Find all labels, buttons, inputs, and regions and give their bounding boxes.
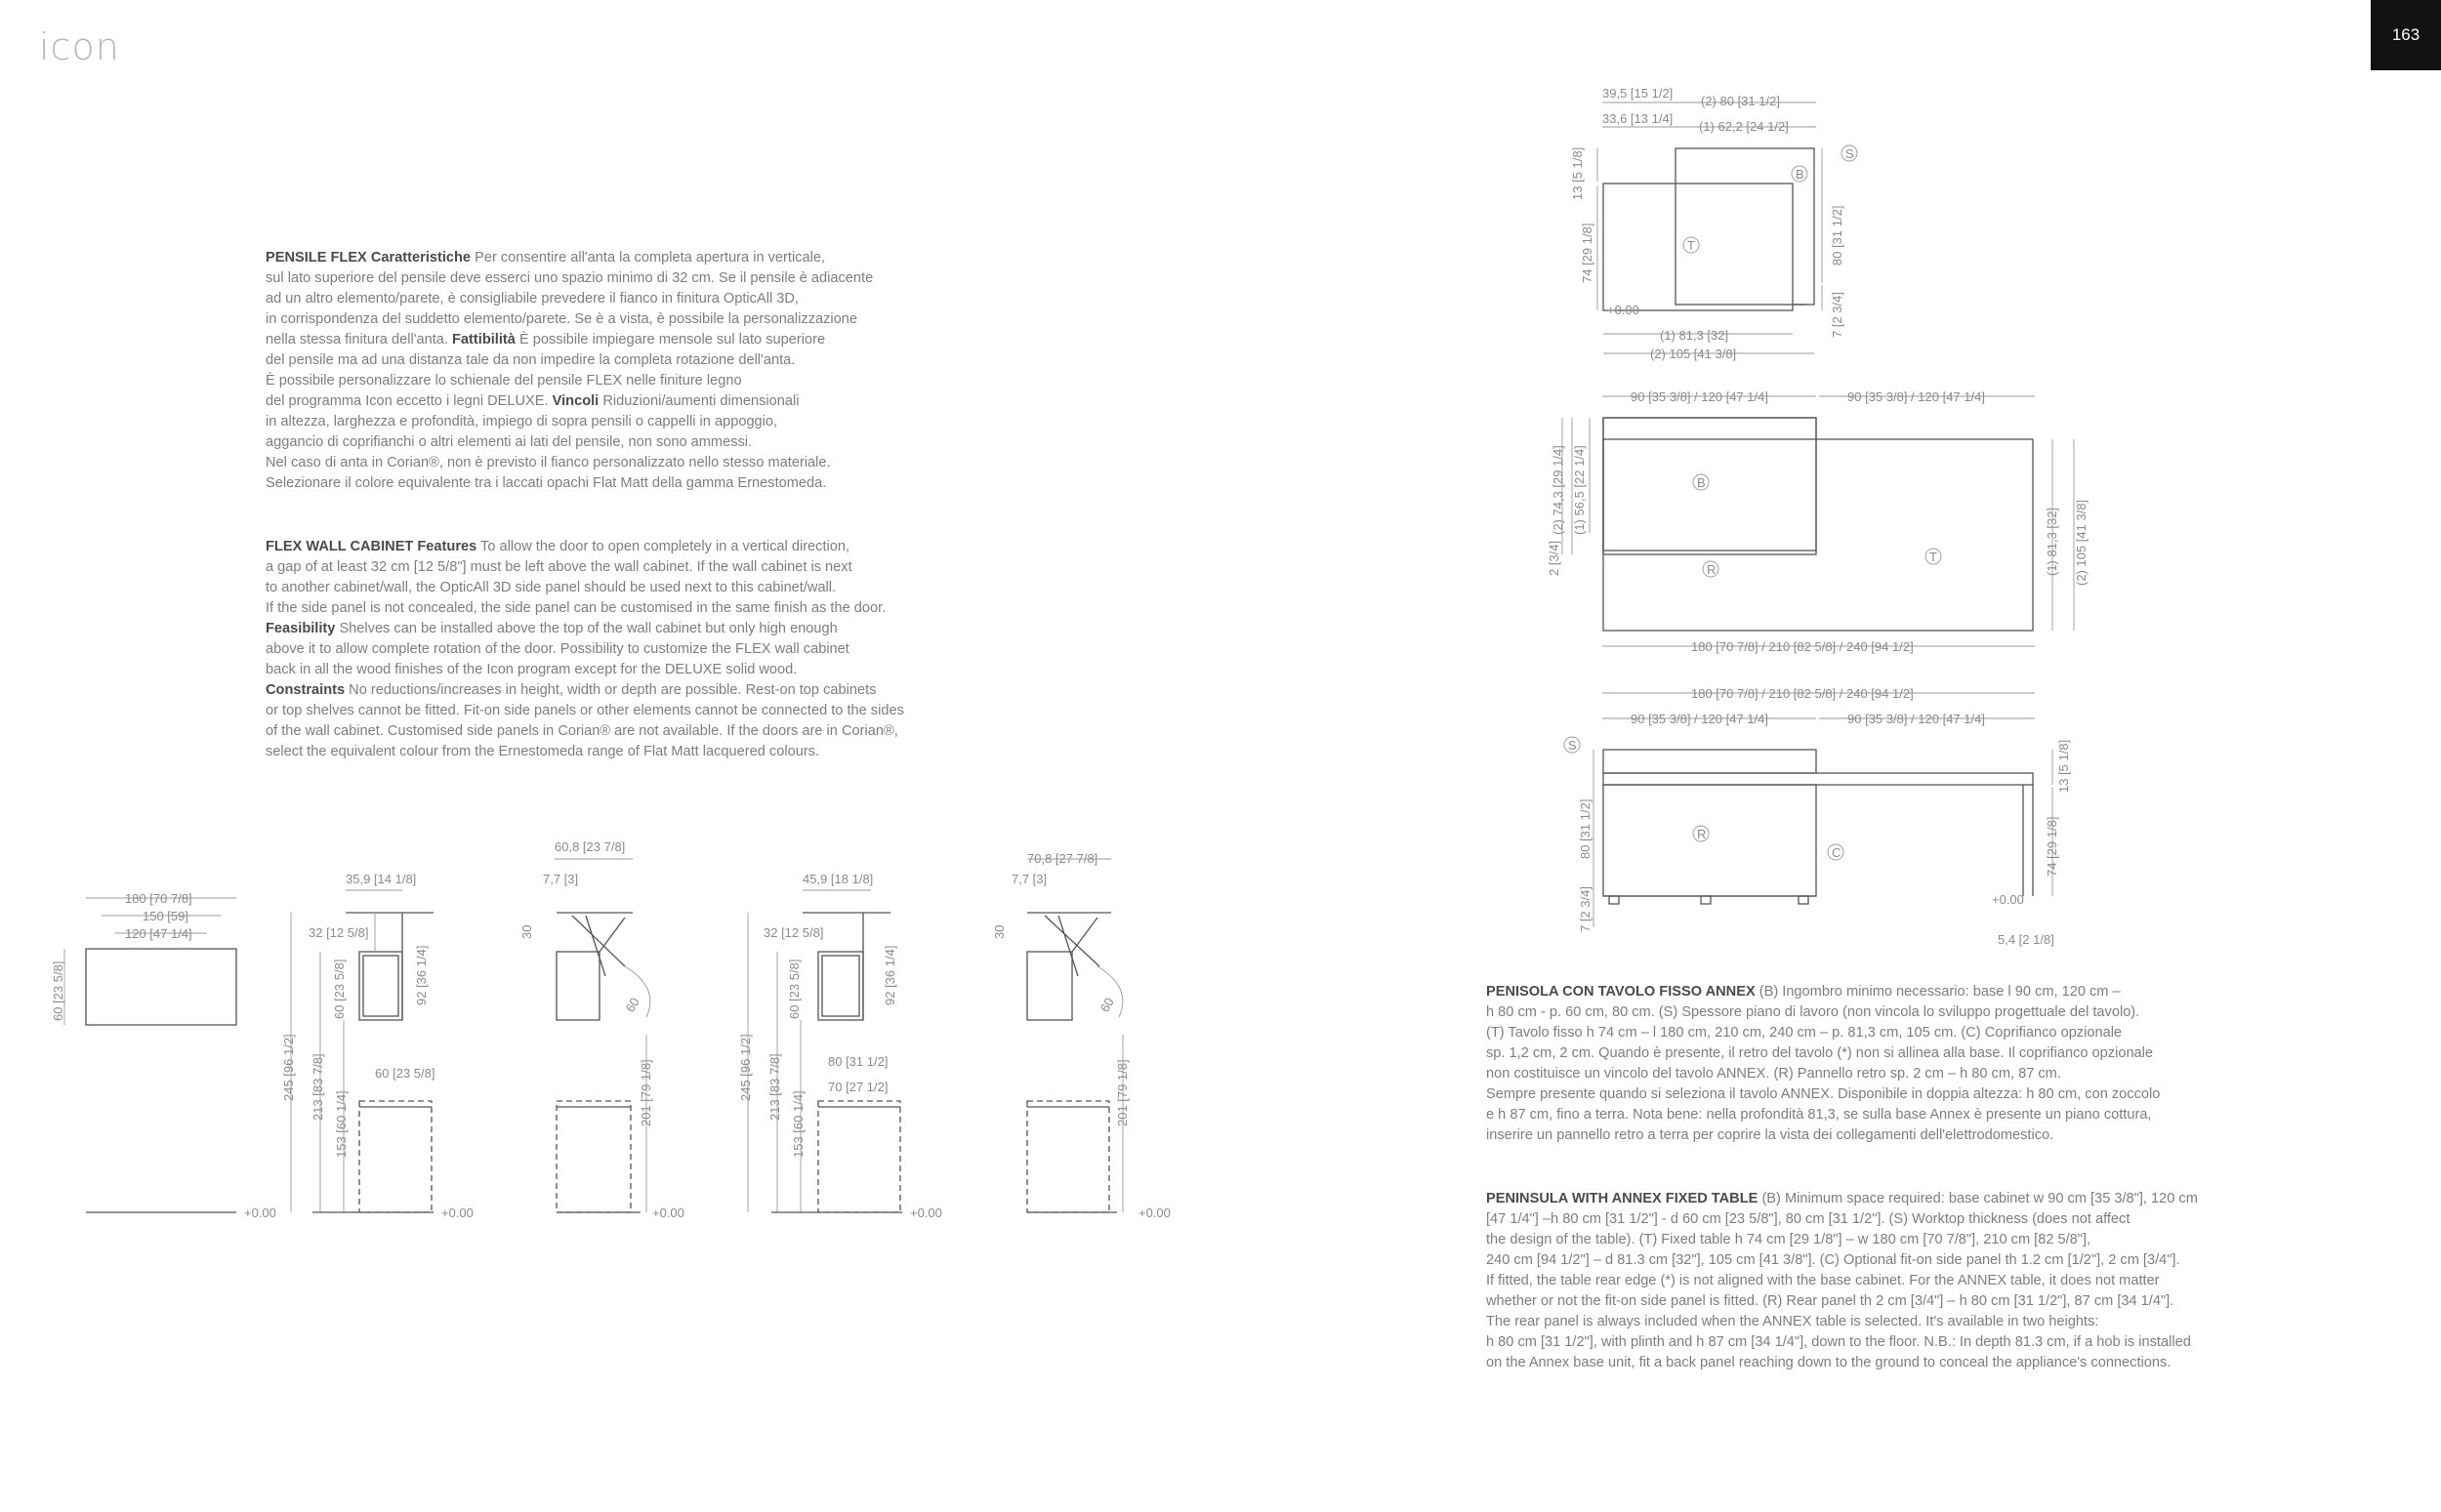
dim-label: 92 [36 1/4] xyxy=(414,945,429,1005)
annex-it-l3: (T) Tavolo fisso h 74 cm – l 180 cm, 210 cm, 240 cm – p. 81,3 cm, 105 cm. (C) Coprifianco opzionale xyxy=(1486,1025,2123,1041)
annex-it-l5: non costituisce un vincolo del tavolo ANNEX. (R) Pannello retro sp. 2 cm – h 80 cm, 87 cm. xyxy=(1486,1066,2061,1082)
annex-en-l4: 240 cm [94 1/2"] – d 81.3 cm [32"], 105 cm [41 3/8"]. (C) Optional fit-on side panel th 1.2 cm [1/2"], 2 cm [3/4"]. xyxy=(1486,1252,2180,1268)
flex-it-fatt: Fattibilità xyxy=(452,332,516,347)
dim-label: 74 [29 1/8] xyxy=(1580,223,1594,283)
label-B: B xyxy=(1796,167,1804,182)
dim-label: 80 [31 1/2] xyxy=(828,1054,889,1069)
dim-label: 213 [83 7/8] xyxy=(767,1053,782,1121)
annex-en-l5: If fitted, the table rear edge (*) is not aligned with the base cabinet. For the ANNEX table, it does not matter xyxy=(1486,1273,2160,1288)
dim-label: 13 [5 1/8] xyxy=(1570,146,1585,200)
flex-section-1 xyxy=(281,872,474,1220)
dim-label: 45,9 [18 1/8] xyxy=(803,872,874,886)
flex-it-vincoli: Vincoli xyxy=(552,393,600,409)
dim-label: 245 [96 1/2] xyxy=(738,1034,753,1101)
dim-label: (2) 105 [41 3/8] xyxy=(2074,499,2089,586)
dim-label: (2) 80 [31 1/2] xyxy=(1701,94,1780,108)
annex-en-l3: the design of the table). (T) Fixed table h 74 cm [29 1/8"] – w 180 cm [70 7/8"], 210 cm [82 5/8"], xyxy=(1486,1232,2091,1247)
flex-it-l7: È possibile personalizzare lo schienale del pensile FLEX nelle finiture legno xyxy=(266,373,742,388)
flex-it-l12: Selezionare il colore equivalente tra i laccati opachi Flat Matt della gamma Ernestomeda. xyxy=(266,475,827,491)
dim-label: 213 [83 7/8] xyxy=(310,1053,325,1121)
flex-en-l2: a gap of at least 32 cm [12 5/8"] must be left above the wall cabinet. If the wall cabinet is next xyxy=(266,559,852,575)
flex-it-l8b: Riduzioni/aumenti dimensionali xyxy=(602,393,800,409)
dim-label: 245 [96 1/2] xyxy=(281,1034,296,1101)
dim-label: 150 [59] xyxy=(143,909,188,923)
annex-en-title: PENINSULA WITH ANNEX FIXED TABLE xyxy=(1486,1191,1758,1206)
dim-label: 32 [12 5/8] xyxy=(764,925,824,940)
dim-label: 90 [35 3/8] / 120 [47 1/4] xyxy=(1631,712,1768,726)
dim-label: 60 xyxy=(1096,995,1117,1015)
dim-label: 7,7 [3] xyxy=(543,872,579,886)
dim-label: +0.00 xyxy=(910,1206,942,1220)
flex-en-l6: above it to allow complete rotation of the door. Possibility to customize the FLEX wall cabinet xyxy=(266,641,849,657)
flex-it-l8a: del programma Icon eccetto i legni DELUXE. xyxy=(266,393,549,409)
dim-label: 35,9 [14 1/8] xyxy=(346,872,417,886)
dim-label: 7 [2 3/4] xyxy=(1830,292,1844,338)
flex-en-l1: To allow the door to open completely in a vertical direction, xyxy=(480,539,850,554)
label-S: S xyxy=(1568,738,1577,753)
flex-section-4 xyxy=(992,851,1171,1220)
flex-en-feas: Feasibility xyxy=(266,621,336,636)
dim-label: 153 [60 1/4] xyxy=(791,1090,806,1158)
dim-label: +0.00 xyxy=(1992,892,2024,907)
flex-en-l7: back in all the wood finishes of the Icon program except for the DELUXE solid wood. xyxy=(266,662,798,677)
label-C: C xyxy=(1832,845,1841,860)
annex-it-l8: inserire un pannello retro a terra per coprire la vista dei collegamenti dell'elettrodomestico. xyxy=(1486,1127,2054,1143)
flex-it-l6: del pensile ma ad una distanza tale da non impedire la completa rotazione dell'anta. xyxy=(266,352,796,368)
dim-label: 153 [60 1/4] xyxy=(334,1090,349,1158)
flex-en-l8: No reductions/increases in height, width or depth are possible. Rest-on top cabinets xyxy=(349,682,877,698)
dim-label: 7 [2 3/4] xyxy=(1578,886,1593,932)
dim-label: 60 [23 5/8] xyxy=(332,959,347,1019)
dim-label: 90 [35 3/8] / 120 [47 1/4] xyxy=(1847,712,1985,726)
dim-label: 13 [5 1/8] xyxy=(2056,739,2071,793)
dim-label: 30 xyxy=(992,924,1007,939)
dim-label: +0.00 xyxy=(244,1206,276,1220)
annex-it-l2: h 80 cm - p. 60 cm, 80 cm. (S) Spessore piano di lavoro (non vincola lo sviluppo progettuale del tavolo). xyxy=(1486,1004,2140,1020)
dim-label: 90 [35 3/8] / 120 [47 1/4] xyxy=(1847,389,1985,404)
dim-label: 60 [23 5/8] xyxy=(787,959,802,1019)
flex-front-view xyxy=(51,891,276,1220)
annex-en-l7: The rear panel is always included when the ANNEX table is selected. It's available in two heights: xyxy=(1486,1314,2099,1329)
label-R: R xyxy=(1707,562,1717,577)
page-number: 163 xyxy=(2371,0,2441,70)
annex-it-l6: Sempre presente quando si seleziona il tavolo ANNEX. Disponibile in doppia altezza: h 80 cm, con zoccolo xyxy=(1486,1086,2161,1102)
annex-it-l7: e h 87 cm, fino a terra. Nota bene: nella profondità 81,3, se sulla base Annex è presente un piano cottura, xyxy=(1486,1107,2152,1123)
flex-it-l3: ad un altro elemento/parete, è consigliabile prevedere il fianco in finitura OpticAll 3D, xyxy=(266,291,799,306)
flex-en-title: FLEX WALL CABINET Features xyxy=(266,539,477,554)
dim-label: 60 [23 5/8] xyxy=(375,1066,435,1081)
dim-label: (1) 81,3 [32] xyxy=(1660,328,1729,343)
dim-label: 201 [79 1/8] xyxy=(1115,1059,1130,1126)
flex-it-title: PENSILE FLEX Caratteristiche xyxy=(266,250,472,266)
dim-label: 60,8 [23 7/8] xyxy=(555,839,626,854)
label-T: T xyxy=(1687,238,1695,253)
dim-label: 80 [31 1/2] xyxy=(1830,205,1844,266)
dim-label: 70,8 [27 7/8] xyxy=(1027,851,1098,866)
dim-label: (2) 105 [41 3/8] xyxy=(1650,347,1737,361)
dim-label: 60 xyxy=(622,995,642,1015)
flex-it-l4: in corrispondenza del suddetto elemento/parete. Se è a vista, è possibile la personalizzazione xyxy=(266,311,858,327)
annex-plan-view xyxy=(1547,389,2089,654)
flex-section-2 xyxy=(519,839,684,1220)
dim-label: 180 [70 7/8] / 210 [82 5/8] / 240 [94 1/2] xyxy=(1691,686,1914,701)
dim-label: 39,5 [15 1/2] xyxy=(1602,86,1674,101)
dim-label: 92 [36 1/4] xyxy=(883,945,897,1005)
flex-en-l5: Shelves can be installed above the top of the wall cabinet but only high enough xyxy=(339,621,838,636)
dim-label: 33,6 [13 1/4] xyxy=(1602,111,1674,126)
dim-label: +0.00 xyxy=(652,1206,684,1220)
flex-section-3 xyxy=(738,872,942,1220)
dim-label: 80 [31 1/2] xyxy=(1578,798,1593,859)
dim-label: 5,4 [2 1/8] xyxy=(1998,932,2054,947)
flex-it-l2: sul lato superiore del pensile deve esserci uno spazio minimo di 32 cm. Se il pensile è adiacente xyxy=(266,270,874,286)
dim-label: 74 [29 1/8] xyxy=(2045,816,2059,877)
flex-it-l9: in altezza, larghezza e profondità, impiego di sopra pensili o cappelli in appoggio, xyxy=(266,414,778,429)
dim-label: (1) 62,2 [24 1/2] xyxy=(1699,119,1789,134)
annex-it-title: PENISOLA CON TAVOLO FISSO ANNEX xyxy=(1486,984,1756,1000)
dim-label: 7,7 [3] xyxy=(1012,872,1048,886)
label-R: R xyxy=(1697,827,1707,841)
dim-label: +0.00 xyxy=(441,1206,474,1220)
annex-en-l9: on the Annex base unit, fit a back panel reaching down to the ground to conceal the appliance's connections. xyxy=(1486,1355,2172,1370)
annex-en-l6: whether or not the fit-on side panel is fitted. (R) Rear panel th 2 cm [3/4"] – h 80 cm [31 1/2"], 87 cm [34 1/4"]. xyxy=(1486,1293,2174,1309)
flex-it-l1: Per consentire all'anta la completa apertura in verticale, xyxy=(475,250,826,266)
dim-label: (1) 81,3 [32] xyxy=(2045,507,2059,576)
annex-it-l1: (B) Ingombro minimo necessario: base l 90 cm, 120 cm – xyxy=(1758,984,2121,1000)
flex-en-l3: to another cabinet/wall, the OpticAll 3D side panel should be used next to this cabinet/wall. xyxy=(266,580,837,595)
annex-en-l8: h 80 cm [31 1/2"], with plinth and h 87 cm [34 1/4"], down to the floor. N.B.: In depth 81.3 cm, if a hob is installed xyxy=(1486,1334,2191,1350)
dim-label: 70 [27 1/2] xyxy=(828,1080,889,1094)
flex-it-l5a: nella stessa finitura dell'anta. xyxy=(266,332,448,347)
dim-label: (2) 74,3 [29 1/4] xyxy=(1551,445,1565,535)
annex-side-section xyxy=(1570,86,1857,361)
dim-label: 90 [35 3/8] / 120 [47 1/4] xyxy=(1631,389,1768,404)
dim-label: 180 [70 7/8] xyxy=(125,891,192,906)
dim-label: 30 xyxy=(519,924,534,939)
label-B: B xyxy=(1697,475,1706,490)
dim-label: 201 [79 1/8] xyxy=(639,1059,653,1126)
label-S: S xyxy=(1845,146,1854,161)
annex-en-l1: (B) Minimum space required: base cabinet w 90 cm [35 3/8"], 120 cm xyxy=(1761,1191,2198,1206)
dim-label: 2 [3/4] xyxy=(1547,540,1561,576)
flex-en-l4: If the side panel is not concealed, the side panel can be customised in the same finish as the door. xyxy=(266,600,887,616)
flex-it-l10: aggancio di coprifianchi o altri elementi ai lati del pensile, non sono ammessi. xyxy=(266,434,753,450)
flex-en-l9: or top shelves cannot be fitted. Fit-on side panels or other elements cannot be connected to the sides xyxy=(266,703,904,718)
label-T: T xyxy=(1929,550,1937,564)
dim-label: +0.00 xyxy=(1607,303,1639,317)
brand-title: icon xyxy=(39,25,120,68)
annex-it-l4: sp. 1,2 cm, 2 cm. Quando è presente, il retro del tavolo (*) non si allinea alla base. Il coprifianco opzionale xyxy=(1486,1045,2154,1061)
dim-label: 120 [47 1/4] xyxy=(125,926,192,941)
dim-label: 60 [23 5/8] xyxy=(51,960,65,1021)
dim-label: (1) 56,5 [22 1/4] xyxy=(1572,445,1587,535)
dim-label: 180 [70 7/8] / 210 [82 5/8] / 240 [94 1/2] xyxy=(1691,639,1914,654)
flex-it-l5b: È possibile impiegare mensole sul lato superiore xyxy=(518,332,826,347)
annex-front-elevation xyxy=(1564,686,2071,947)
dim-label: +0.00 xyxy=(1138,1206,1171,1220)
flex-en-cons: Constraints xyxy=(266,682,346,698)
flex-it-l11: Nel caso di anta in Corian®, non è previsto il fianco personalizzato nello stesso materiale. xyxy=(266,455,831,470)
flex-en-l11: select the equivalent colour from the Ernestomeda range of Flat Matt lacquered colours. xyxy=(266,744,820,759)
dim-label: 32 [12 5/8] xyxy=(309,925,369,940)
annex-en-l2: [47 1/4"] –h 80 cm [31 1/2"] - d 60 cm [23 5/8"], 80 cm [31 1/2"]. (S) Worktop thickness (does not affect xyxy=(1486,1211,2131,1227)
flex-en-l10: of the wall cabinet. Customised side panels in Corian® are not available. If the doors are in Corian®, xyxy=(266,723,898,739)
